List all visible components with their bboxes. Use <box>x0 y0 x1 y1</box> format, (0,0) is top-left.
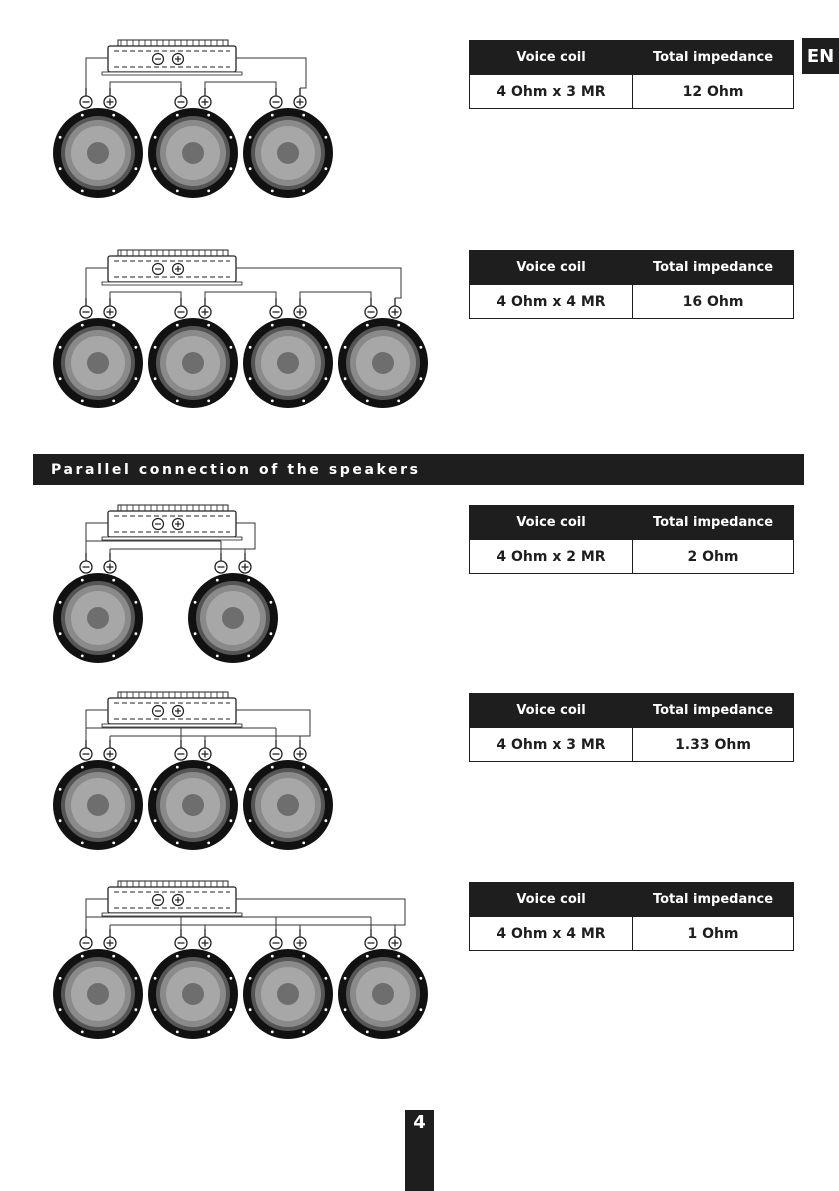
total-impedance-value: 1.33 Ohm <box>633 728 794 762</box>
speaker-icon <box>148 760 238 850</box>
speaker-icon <box>53 108 143 198</box>
impedance-table <box>469 250 794 319</box>
total-impedance-header: Total impedance <box>633 251 794 285</box>
speaker-icon <box>338 318 428 408</box>
speaker-icon <box>148 318 238 408</box>
positive-terminal-icon <box>294 740 306 760</box>
negative-terminal-icon <box>175 740 187 760</box>
positive-terminal-icon <box>199 298 211 318</box>
voice-coil-value: 4 Ohm x 3 MR <box>470 728 633 762</box>
total-impedance-header: Total impedance <box>633 694 794 728</box>
impedance-table <box>469 693 794 762</box>
speaker-icon <box>243 108 333 198</box>
impedance-table <box>469 40 794 109</box>
amplifier-icon <box>102 881 242 916</box>
total-impedance-header: Total impedance <box>633 41 794 75</box>
positive-terminal-icon <box>199 88 211 108</box>
speaker-icon <box>53 318 143 408</box>
speaker-icon <box>188 573 278 663</box>
speaker-icon <box>243 760 333 850</box>
positive-terminal-icon <box>389 298 401 318</box>
negative-terminal-icon <box>365 929 377 949</box>
series-3-wiring-diagram <box>48 38 448 203</box>
speaker-icon <box>243 318 333 408</box>
negative-terminal-icon <box>80 740 92 760</box>
amplifier-icon <box>102 40 242 75</box>
positive-terminal-icon <box>104 929 116 949</box>
total-impedance-header: Total impedance <box>633 506 794 540</box>
speaker-icon <box>53 949 143 1039</box>
positive-terminal-icon <box>239 553 251 573</box>
negative-terminal-icon <box>365 298 377 318</box>
negative-terminal-icon <box>80 553 92 573</box>
negative-terminal-icon <box>175 88 187 108</box>
total-impedance-value: 12 Ohm <box>633 75 794 109</box>
parallel-2-wiring-diagram <box>48 503 448 668</box>
voice-coil-value: 4 Ohm x 4 MR <box>470 285 633 319</box>
positive-terminal-icon <box>294 298 306 318</box>
total-impedance-value: 1 Ohm <box>633 917 794 951</box>
positive-terminal-icon <box>389 929 401 949</box>
voice-coil-value: 4 Ohm x 2 MR <box>470 540 633 574</box>
voice-coil-header: Voice coil <box>470 883 633 917</box>
amplifier-icon <box>102 505 242 540</box>
parallel-4-wiring-diagram <box>48 879 448 1044</box>
voice-coil-value: 4 Ohm x 3 MR <box>470 75 633 109</box>
speaker-icon <box>338 949 428 1039</box>
speaker-icon <box>53 573 143 663</box>
speaker-icon <box>148 108 238 198</box>
total-impedance-header: Total impedance <box>633 883 794 917</box>
negative-terminal-icon <box>175 298 187 318</box>
positive-terminal-icon <box>104 740 116 760</box>
negative-terminal-icon <box>270 298 282 318</box>
language-badge: EN <box>802 38 839 74</box>
series-4-wiring-diagram <box>48 248 448 413</box>
section-title-bar: Parallel connection of the speakers <box>33 454 804 485</box>
amplifier-icon <box>102 692 242 727</box>
positive-terminal-icon <box>104 553 116 573</box>
negative-terminal-icon <box>175 929 187 949</box>
negative-terminal-icon <box>270 929 282 949</box>
speaker-icon <box>243 949 333 1039</box>
voice-coil-header: Voice coil <box>470 251 633 285</box>
positive-terminal-icon <box>104 88 116 108</box>
total-impedance-value: 2 Ohm <box>633 540 794 574</box>
negative-terminal-icon <box>270 88 282 108</box>
positive-terminal-icon <box>199 740 211 760</box>
speaker-icon <box>148 949 238 1039</box>
amplifier-icon <box>102 250 242 285</box>
voice-coil-header: Voice coil <box>470 41 633 75</box>
voice-coil-value: 4 Ohm x 4 MR <box>470 917 633 951</box>
negative-terminal-icon <box>215 553 227 573</box>
negative-terminal-icon <box>270 740 282 760</box>
parallel-3-wiring-diagram <box>48 690 448 855</box>
positive-terminal-icon <box>294 929 306 949</box>
negative-terminal-icon <box>80 88 92 108</box>
page-number: 4 <box>405 1110 434 1191</box>
positive-terminal-icon <box>294 88 306 108</box>
total-impedance-value: 16 Ohm <box>633 285 794 319</box>
impedance-table <box>469 882 794 951</box>
negative-terminal-icon <box>80 298 92 318</box>
impedance-table <box>469 505 794 574</box>
negative-terminal-icon <box>80 929 92 949</box>
speaker-icon <box>53 760 143 850</box>
positive-terminal-icon <box>199 929 211 949</box>
positive-terminal-icon <box>104 298 116 318</box>
voice-coil-header: Voice coil <box>470 694 633 728</box>
voice-coil-header: Voice coil <box>470 506 633 540</box>
